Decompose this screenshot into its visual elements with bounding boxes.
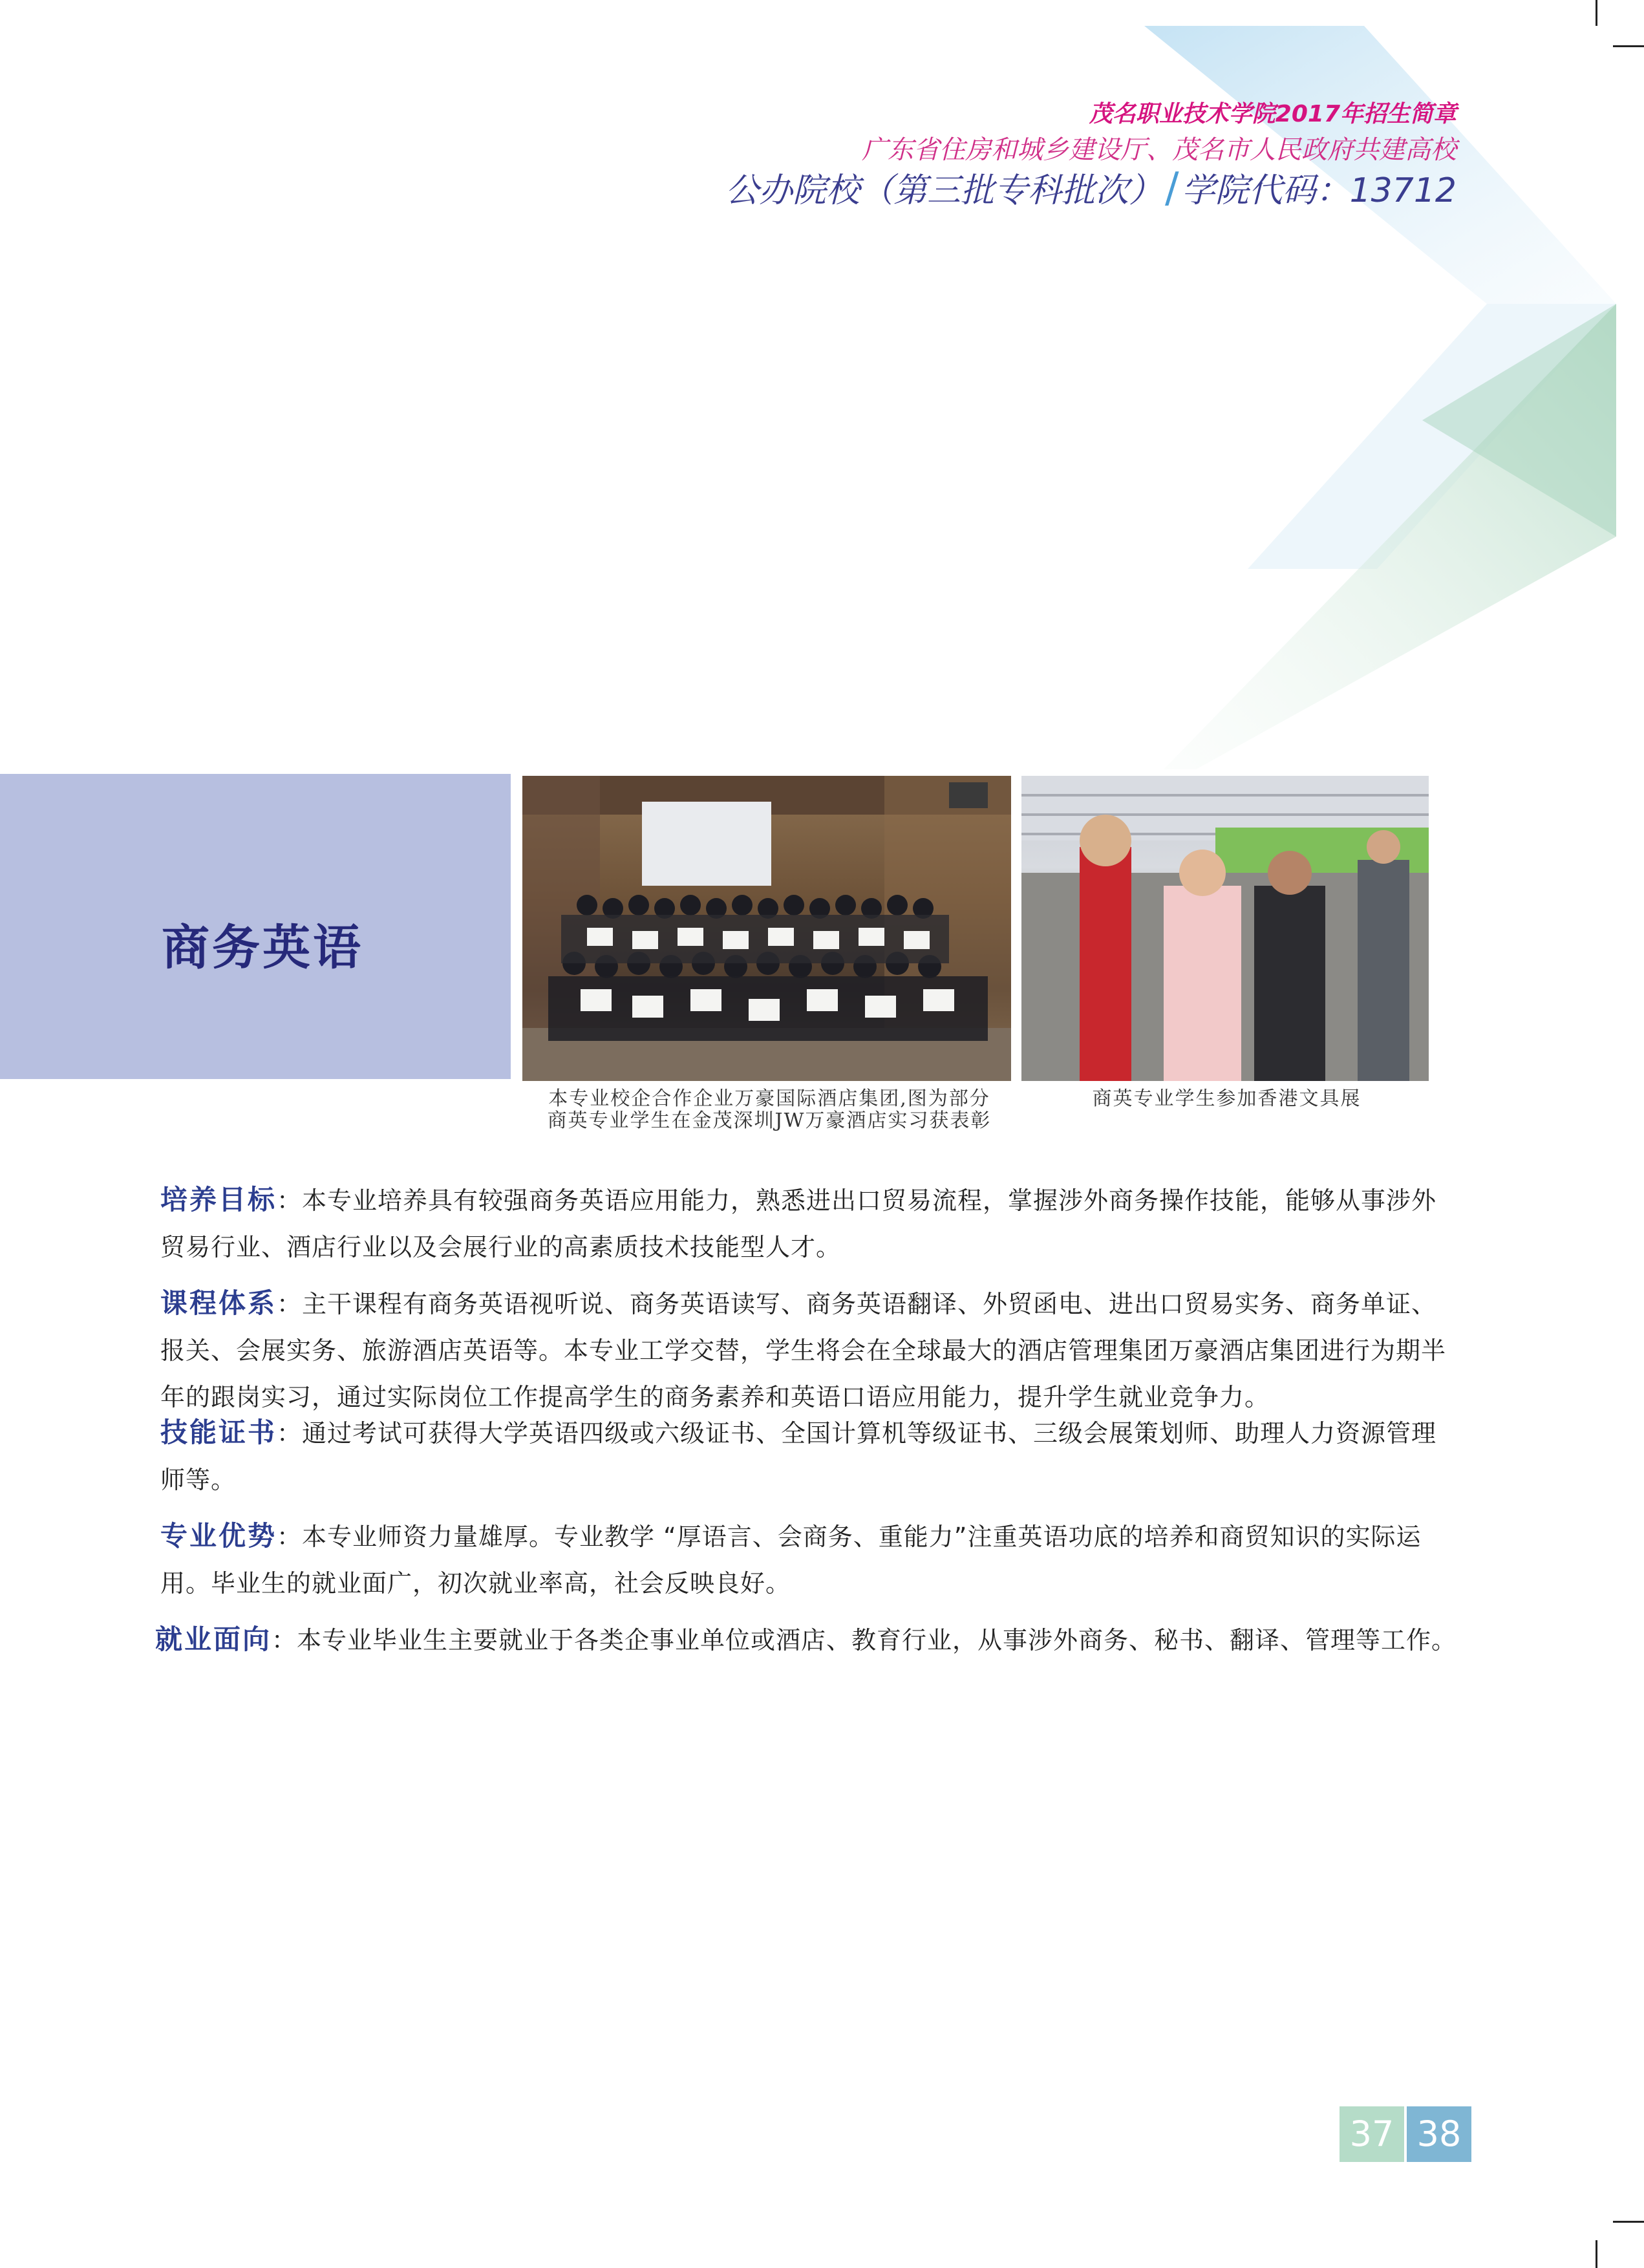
section-text: ：主干课程有商务英语视听说、商务英语读写、商务英语翻译、外贸函电、进出口贸易实务、商务单证、报关、会展实务、旅游酒店英语等。本专业工学交替，学生将会在全球最大的酒店管理集团万豪酒店集团进行为期半年的跟岗实习，通过实际岗位工作提高学生的商务素养和英语口语应用能力，提升学生就业竞争力。 [160,1290,1447,1411]
section-term: 培养目标 [160,1184,277,1215]
section-certificates [160,1409,1447,1503]
section-text: ：通过考试可获得大学英语四级或六级证书、全国计算机等级证书、三级会展策划师、助理人力资源管理师等。 [160,1419,1437,1494]
crop-mark [1613,45,1644,47]
stationery-fair-illustration [1021,776,1429,1081]
crop-mark [1613,2221,1644,2223]
school-type: 公办院校（第三批专科批次） [725,171,1163,210]
caption-line: 商英专业学生参加香港文具展 [1092,1087,1361,1110]
page-number-left: 37 [1340,2106,1404,2162]
section-term: 技能证书 [160,1417,277,1448]
caption-line: 本专业校企合作企业万豪国际酒店集团,图为部分 [548,1087,990,1110]
section-curriculum [160,1280,1447,1420]
photo-caption-award [527,1088,1012,1132]
stationery-fair-photo [1021,776,1429,1081]
crop-mark [1596,0,1597,26]
section-term: 专业优势 [160,1520,277,1552]
school-code: 学院代码：13712 [1181,171,1457,210]
school-info-line [725,163,1457,212]
section-term: 就业面向 [155,1623,272,1655]
section-employment [155,1616,1480,1664]
caption-line: 商英专业学生在金茂深圳JW万豪酒店实习获表彰 [547,1109,992,1132]
section-text: ：本专业师资力量雄厚。专业教学 “厚语言、会商务、重能力”注重英语功底的培养和商贸知识的实际运用。毕业生的就业面广，初次就业率高，社会反映良好。 [160,1523,1422,1598]
crop-mark [1596,2240,1597,2268]
award-ceremony-illustration [522,776,1011,1081]
award-ceremony-photo [522,776,1011,1081]
section-text: ：本专业毕业生主要就业于各类企事业单位或酒店、教育行业，从事涉外商务、秘书、翻译、管理等工作。 [272,1626,1457,1654]
photo-caption-fair [1025,1088,1429,1110]
major-title: 商务英语 [162,920,363,976]
page-numbers [1340,2106,1471,2162]
header-separator: / [1165,164,1179,212]
brochure-title: 茂名职业技术学院2017年招生简章 [1089,101,1457,127]
co-builder-line: 广东省住房和城乡建设厅、茂名市人民政府共建高校 [862,135,1457,165]
section-text: ：本专业培养具有较强商务英语应用能力，熟悉进出口贸易流程，掌握涉外商务操作技能，能够从事涉外贸易行业、酒店行业以及会展行业的高素质技术技能型人才。 [160,1186,1437,1261]
section-term: 课程体系 [160,1287,277,1319]
section-training-objectives [160,1177,1447,1270]
page-number-right: 38 [1407,2106,1471,2162]
section-advantages [160,1513,1447,1607]
section-title-block [0,774,511,1079]
